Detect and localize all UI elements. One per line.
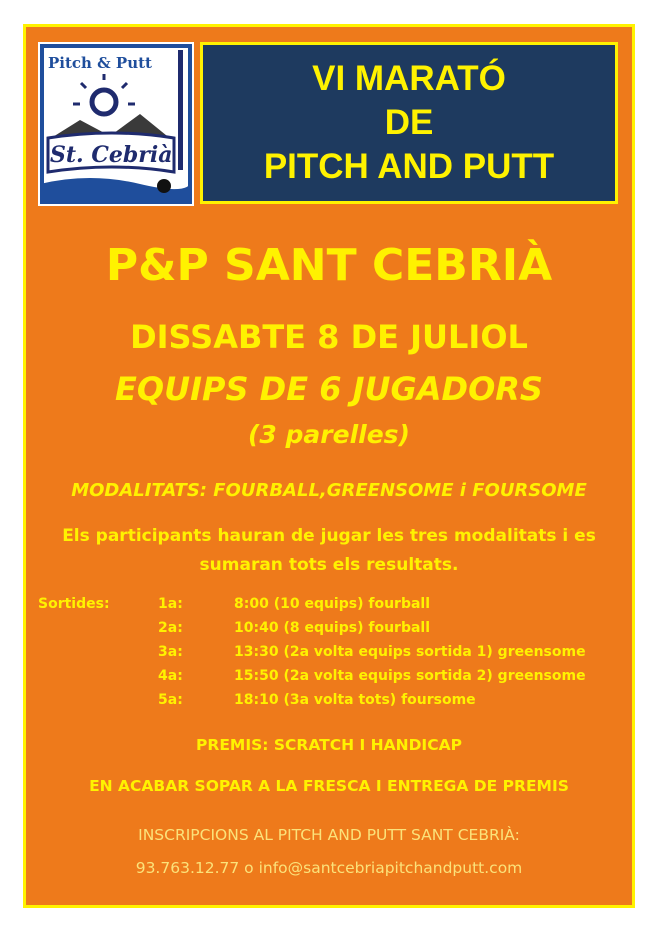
start-description: 10:40 (8 equips) fourball xyxy=(234,620,431,636)
start-row xyxy=(38,692,628,716)
logo-name-text: St. Cebrià xyxy=(50,142,173,168)
modalities: MODALITATS: FOURBALL,GREENSOME i FOURSOME xyxy=(71,480,587,501)
start-number: 4a: xyxy=(158,668,183,684)
start-times xyxy=(38,596,628,716)
start-number: 2a: xyxy=(158,620,183,636)
start-description: 15:50 (2a volta equips sortida 2) greensome xyxy=(234,668,586,684)
starts-label: Sortides: xyxy=(38,596,110,612)
start-row xyxy=(38,668,628,692)
club-logo xyxy=(38,42,194,206)
note-line-2: sumaran tots els resultats. xyxy=(199,555,459,575)
logo-top-text: Pitch & Putt xyxy=(48,54,152,72)
start-row xyxy=(38,620,628,644)
title-box xyxy=(200,42,618,204)
start-row xyxy=(38,596,628,620)
start-description: 13:30 (2a volta equips sortida 1) greensome xyxy=(234,644,586,660)
start-description: 18:10 (3a volta tots) foursome xyxy=(234,692,476,708)
note-line-1: Els participants hauran de jugar les tres modalitats i es xyxy=(62,526,596,546)
dinner-info: EN ACABAR SOPAR A LA FRESCA I ENTREGA DE PREMIS xyxy=(89,777,569,795)
prizes-info: PREMIS: SCRATCH I HANDICAP xyxy=(196,736,462,754)
start-row xyxy=(38,644,628,668)
start-number: 3a: xyxy=(158,644,183,660)
inscriptions-line-1: INSCRIPCIONS AL PITCH AND PUTT SANT CEBRIÀ: xyxy=(138,826,520,844)
start-description: 8:00 (10 equips) fourball xyxy=(234,596,431,612)
event-date: DISSABTE 8 DE JULIOL xyxy=(130,318,528,356)
title-line-3: PITCH AND PUTT xyxy=(263,147,555,186)
title-line-2: DE xyxy=(384,103,434,142)
venue-heading: P&P SANT CEBRIÀ xyxy=(105,240,553,291)
inscriptions-contact: 93.763.12.77 o info@santcebriapitchandputt.com xyxy=(135,859,523,877)
start-number: 1a: xyxy=(158,596,183,612)
start-number: 5a: xyxy=(158,692,183,708)
title-line-1: VI MARATÓ xyxy=(312,59,506,98)
teams-info: EQUIPS DE 6 JUGADORS xyxy=(115,370,543,408)
pairs-info: (3 parelles) xyxy=(248,420,410,449)
